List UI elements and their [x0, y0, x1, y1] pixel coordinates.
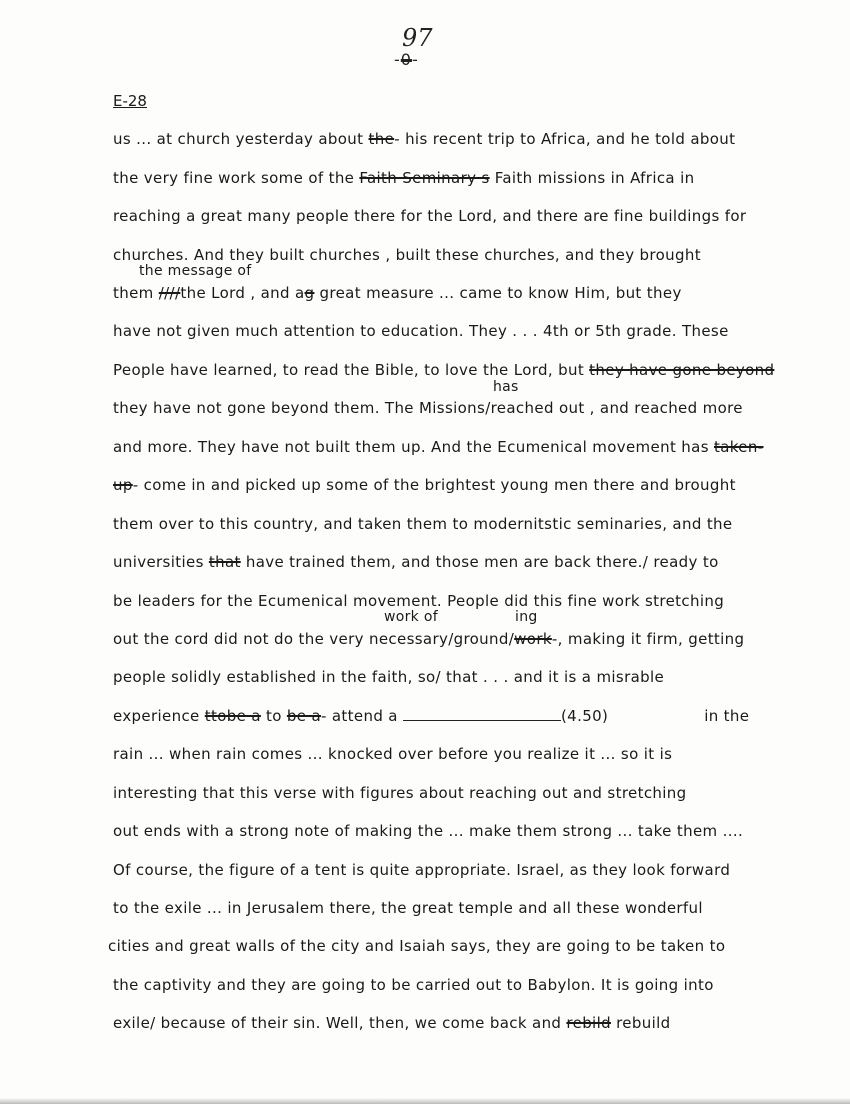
text-line: up- come in and picked up some of the brightest young men there and brought: [113, 476, 736, 494]
text-line: the captivity and they are going to be carried out to Babylon. It is going into: [113, 976, 714, 994]
strikethrough-text: they have gone beyond: [589, 361, 775, 379]
strikethrough-text: ////: [158, 284, 181, 302]
text-line: churches. And they built churches , built these churches, and they brought: [113, 246, 701, 264]
handwritten-page-number: 97: [402, 24, 433, 52]
strikethrough-text: rebild: [566, 1014, 611, 1032]
text-line: them ////the Lord , and ag great measure ... came to know Him, but they: [113, 284, 682, 302]
scan-bottom-edge: [0, 1098, 850, 1104]
text-line: out ends with a strong note of making the ... make them strong ... take them ....: [113, 822, 744, 840]
text-line: out the cord did not do the very necessary/ground/work-, making it firm, getting: [113, 630, 745, 648]
strikethrough-text: be a: [286, 707, 321, 725]
typed-page-number: [394, 50, 419, 69]
text-line: people solidly established in the faith, so/ that . . . and it is a misrable: [113, 668, 665, 686]
text-line: to the exile ... in Jerusalem there, the great temple and all these wonderful: [113, 899, 703, 917]
insertion-work-of: work of: [384, 609, 438, 625]
text-line: reaching a great many people there for the Lord, and there are fine buildings for: [113, 207, 747, 225]
text-line: rain ... when rain comes ... knocked over before you realize it ... so it is: [113, 745, 673, 763]
timestamp: (4.50): [560, 707, 609, 725]
text-line: the very fine work some of the Faith Seminary s Faith missions in Africa in: [113, 169, 695, 187]
text-line: have not given much attention to education. They . . . 4th or 5th grade. These: [113, 322, 729, 340]
text-line: they have not gone beyond them. The Missions/reached out , and reached more: [113, 399, 743, 417]
strikethrough-text: work: [514, 630, 552, 648]
text-line: cities and great walls of the city and Isaiah says, they are going to be taken to: [108, 937, 726, 955]
insertion-the-message-of: the message of: [139, 263, 252, 279]
document-id: E-28: [113, 92, 147, 110]
text-line: interesting that this verse with figures about reaching out and stretching: [113, 784, 687, 802]
insertion-has: has: [493, 379, 519, 395]
page-number-dash-right: -: [411, 50, 419, 69]
text-line: us ... at church yesterday about the- his recent trip to Africa, and he told about: [113, 130, 736, 148]
text-line: experience ttobe a to be a- attend a (4.50) in the: [113, 707, 750, 725]
text-line: and more. They have not built them up. And the Ecumenical movement has taken-: [113, 438, 764, 456]
text-line: be leaders for the Ecumenical movement. People did this fine work stretching: [113, 592, 725, 610]
text-line: exile/ because of their sin. Well, then, we come back and rebild rebuild: [113, 1014, 671, 1032]
text-line: People have learned, to read the Bible, to love the Lord, but they have gone beyond: [113, 361, 775, 379]
insertion-ing: ing: [515, 609, 538, 625]
strikethrough-text: g: [304, 284, 315, 302]
strikethrough-text: taken-: [714, 438, 764, 456]
strikethrough-text: the: [368, 130, 395, 148]
strikethrough-text: up: [113, 476, 133, 494]
strikethrough-text: Faith Seminary s: [359, 169, 490, 187]
text-line: universities that have trained them, and those men are back there./ ready to: [113, 553, 719, 571]
text-line: them over to this country, and taken them to modernitstic seminaries, and the: [113, 515, 733, 533]
page-number-dash-left: -: [394, 50, 401, 69]
text-line: Of course, the figure of a tent is quite appropriate. Israel, as they look forward: [113, 861, 731, 879]
fill-in-blank: [403, 708, 561, 721]
strikethrough-text: ttobe a: [204, 707, 261, 725]
strikethrough-text: that: [208, 553, 241, 571]
page-number-struck: 0: [400, 50, 412, 69]
